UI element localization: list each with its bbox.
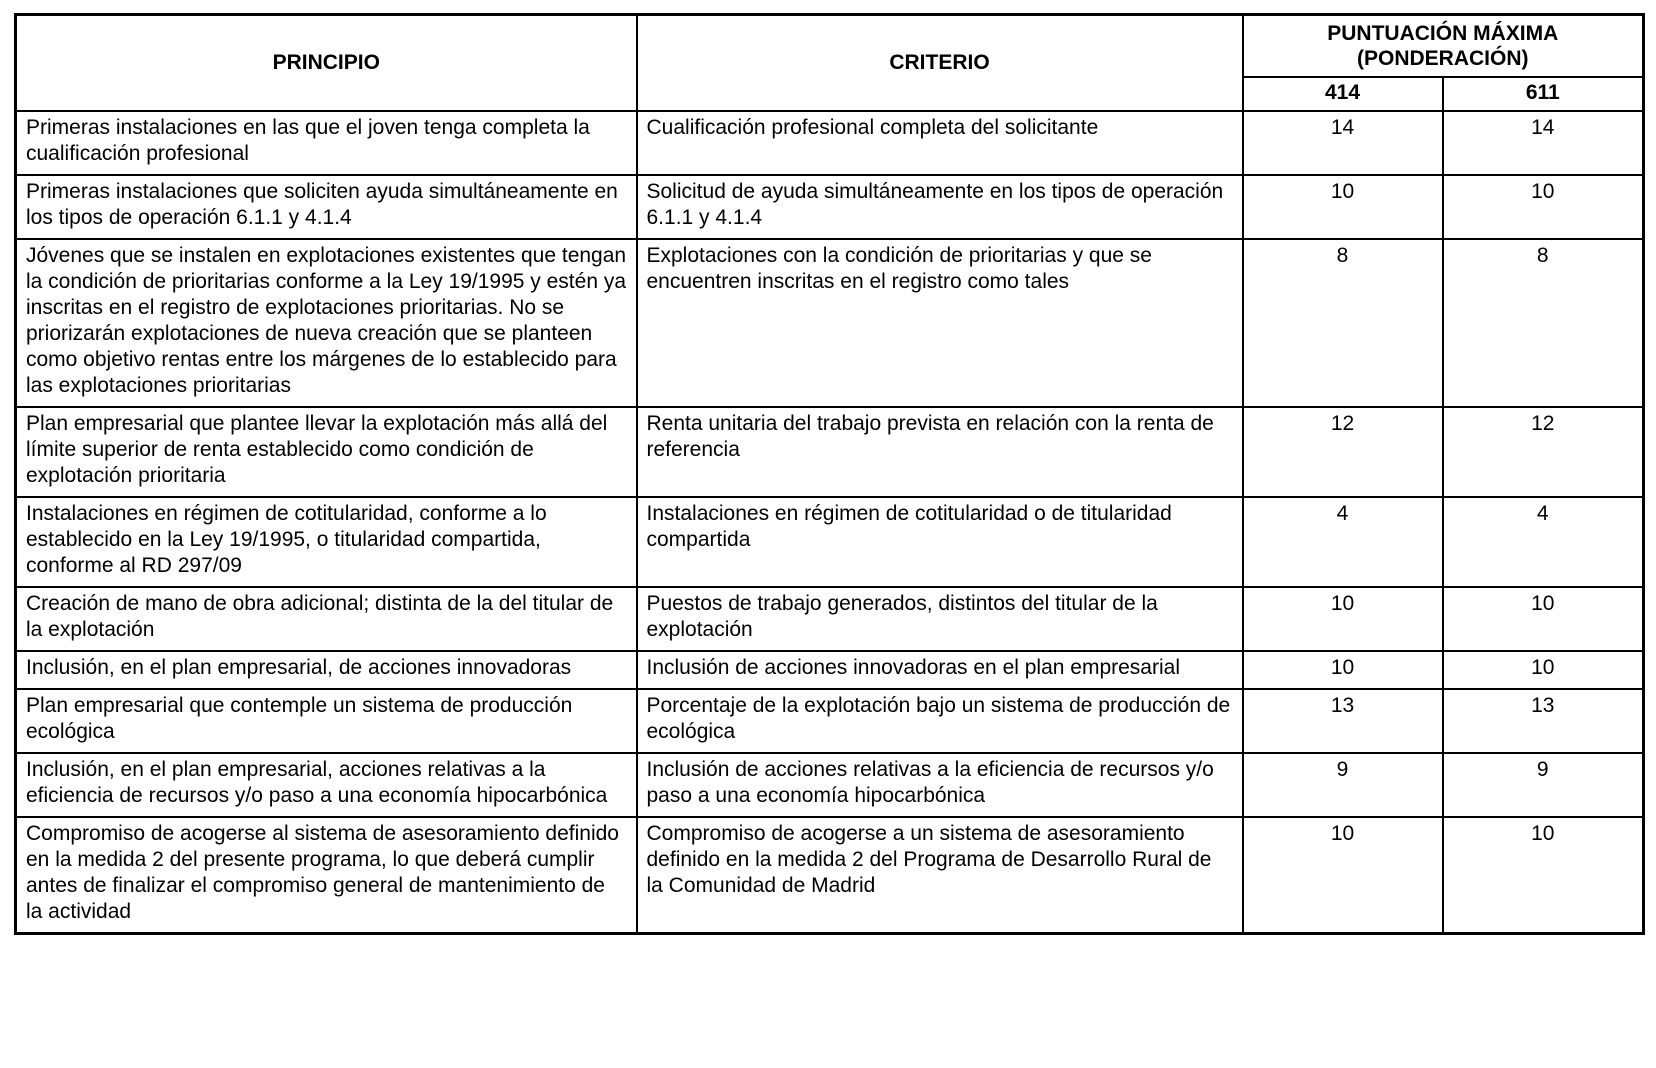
cell-criterio: Compromiso de acogerse a un sistema de asesoramiento definido en la medida 2 del Programa de Desarrollo Rural de la Comunidad de Madrid <box>637 817 1243 934</box>
table-body <box>16 111 1644 934</box>
column-header-611: 611 <box>1443 77 1644 111</box>
cell-criterio: Instalaciones en régimen de cotitularidad o de titularidad compartida <box>637 497 1243 587</box>
cell-score-414: 8 <box>1243 239 1443 407</box>
cell-criterio: Cualificación profesional completa del solicitante <box>637 111 1243 175</box>
column-header-criterio: CRITERIO <box>637 15 1243 112</box>
cell-criterio: Renta unitaria del trabajo prevista en relación con la renta de referencia <box>637 407 1243 497</box>
table-row <box>16 175 1644 239</box>
cell-criterio: Inclusión de acciones relativas a la eficiencia de recursos y/o paso a una economía hipocarbónica <box>637 753 1243 817</box>
table-row <box>16 239 1644 407</box>
column-header-414: 414 <box>1243 77 1443 111</box>
cell-score-414: 10 <box>1243 817 1443 934</box>
cell-criterio: Explotaciones con la condición de prioritarias y que se encuentren inscritas en el registro como tales <box>637 239 1243 407</box>
table-row <box>16 753 1644 817</box>
cell-score-611: 10 <box>1443 817 1644 934</box>
table-row <box>16 817 1644 934</box>
header-row-main <box>16 15 1644 78</box>
cell-score-611: 14 <box>1443 111 1644 175</box>
cell-principio: Creación de mano de obra adicional; distinta de la del titular de la explotación <box>16 587 637 651</box>
cell-principio: Compromiso de acogerse al sistema de asesoramiento definido en la medida 2 del presente programa, lo que deberá cumplir antes de finalizar el compromiso general de mantenimiento de la actividad <box>16 817 637 934</box>
cell-principio: Primeras instalaciones en las que el joven tenga completa la cualificación profesional <box>16 111 637 175</box>
table-row <box>16 689 1644 753</box>
cell-criterio: Puestos de trabajo generados, distintos del titular de la explotación <box>637 587 1243 651</box>
cell-score-414: 14 <box>1243 111 1443 175</box>
cell-principio: Jóvenes que se instalen en explotaciones existentes que tengan la condición de prioritarias conforme a la Ley 19/1995 y estén ya inscritas en el registro de explotaciones prioritarias. No se priorizarán explotaciones de nueva creación que se planteen como objetivo rentas entre los márgenes de lo establecido para las explotaciones prioritarias <box>16 239 637 407</box>
scoring-criteria-table <box>14 13 1645 935</box>
table-row <box>16 111 1644 175</box>
cell-principio: Inclusión, en el plan empresarial, de acciones innovadoras <box>16 651 637 689</box>
column-header-principio: PRINCIPIO <box>16 15 637 112</box>
cell-score-414: 10 <box>1243 651 1443 689</box>
cell-criterio: Porcentaje de la explotación bajo un sistema de producción de ecológica <box>637 689 1243 753</box>
cell-principio: Inclusión, en el plan empresarial, acciones relativas a la eficiencia de recursos y/o paso a una economía hipocarbónica <box>16 753 637 817</box>
cell-score-611: 10 <box>1443 175 1644 239</box>
cell-score-611: 8 <box>1443 239 1644 407</box>
cell-score-611: 9 <box>1443 753 1644 817</box>
table-row <box>16 651 1644 689</box>
cell-principio: Plan empresarial que plantee llevar la explotación más allá del límite superior de renta establecido como condición de explotación prioritaria <box>16 407 637 497</box>
cell-score-611: 10 <box>1443 651 1644 689</box>
table-row <box>16 407 1644 497</box>
cell-criterio: Inclusión de acciones innovadoras en el plan empresarial <box>637 651 1243 689</box>
cell-score-611: 4 <box>1443 497 1644 587</box>
cell-score-414: 9 <box>1243 753 1443 817</box>
table-row <box>16 587 1644 651</box>
cell-score-414: 10 <box>1243 175 1443 239</box>
cell-score-611: 10 <box>1443 587 1644 651</box>
cell-principio: Instalaciones en régimen de cotitularidad, conforme a lo establecido en la Ley 19/1995, o titularidad compartida, conforme al RD 297/09 <box>16 497 637 587</box>
cell-principio: Plan empresarial que contemple un sistema de producción ecológica <box>16 689 637 753</box>
cell-score-611: 12 <box>1443 407 1644 497</box>
cell-score-414: 13 <box>1243 689 1443 753</box>
cell-score-414: 10 <box>1243 587 1443 651</box>
cell-score-414: 12 <box>1243 407 1443 497</box>
cell-score-611: 13 <box>1443 689 1644 753</box>
table-header <box>16 15 1644 112</box>
cell-criterio: Solicitud de ayuda simultáneamente en los tipos de operación 6.1.1 y 4.1.4 <box>637 175 1243 239</box>
cell-score-414: 4 <box>1243 497 1443 587</box>
column-header-puntuacion: PUNTUACIÓN MÁXIMA (PONDERACIÓN) <box>1243 15 1644 78</box>
cell-principio: Primeras instalaciones que soliciten ayuda simultáneamente en los tipos de operación 6.1.1 y 4.1.4 <box>16 175 637 239</box>
table-row <box>16 497 1644 587</box>
